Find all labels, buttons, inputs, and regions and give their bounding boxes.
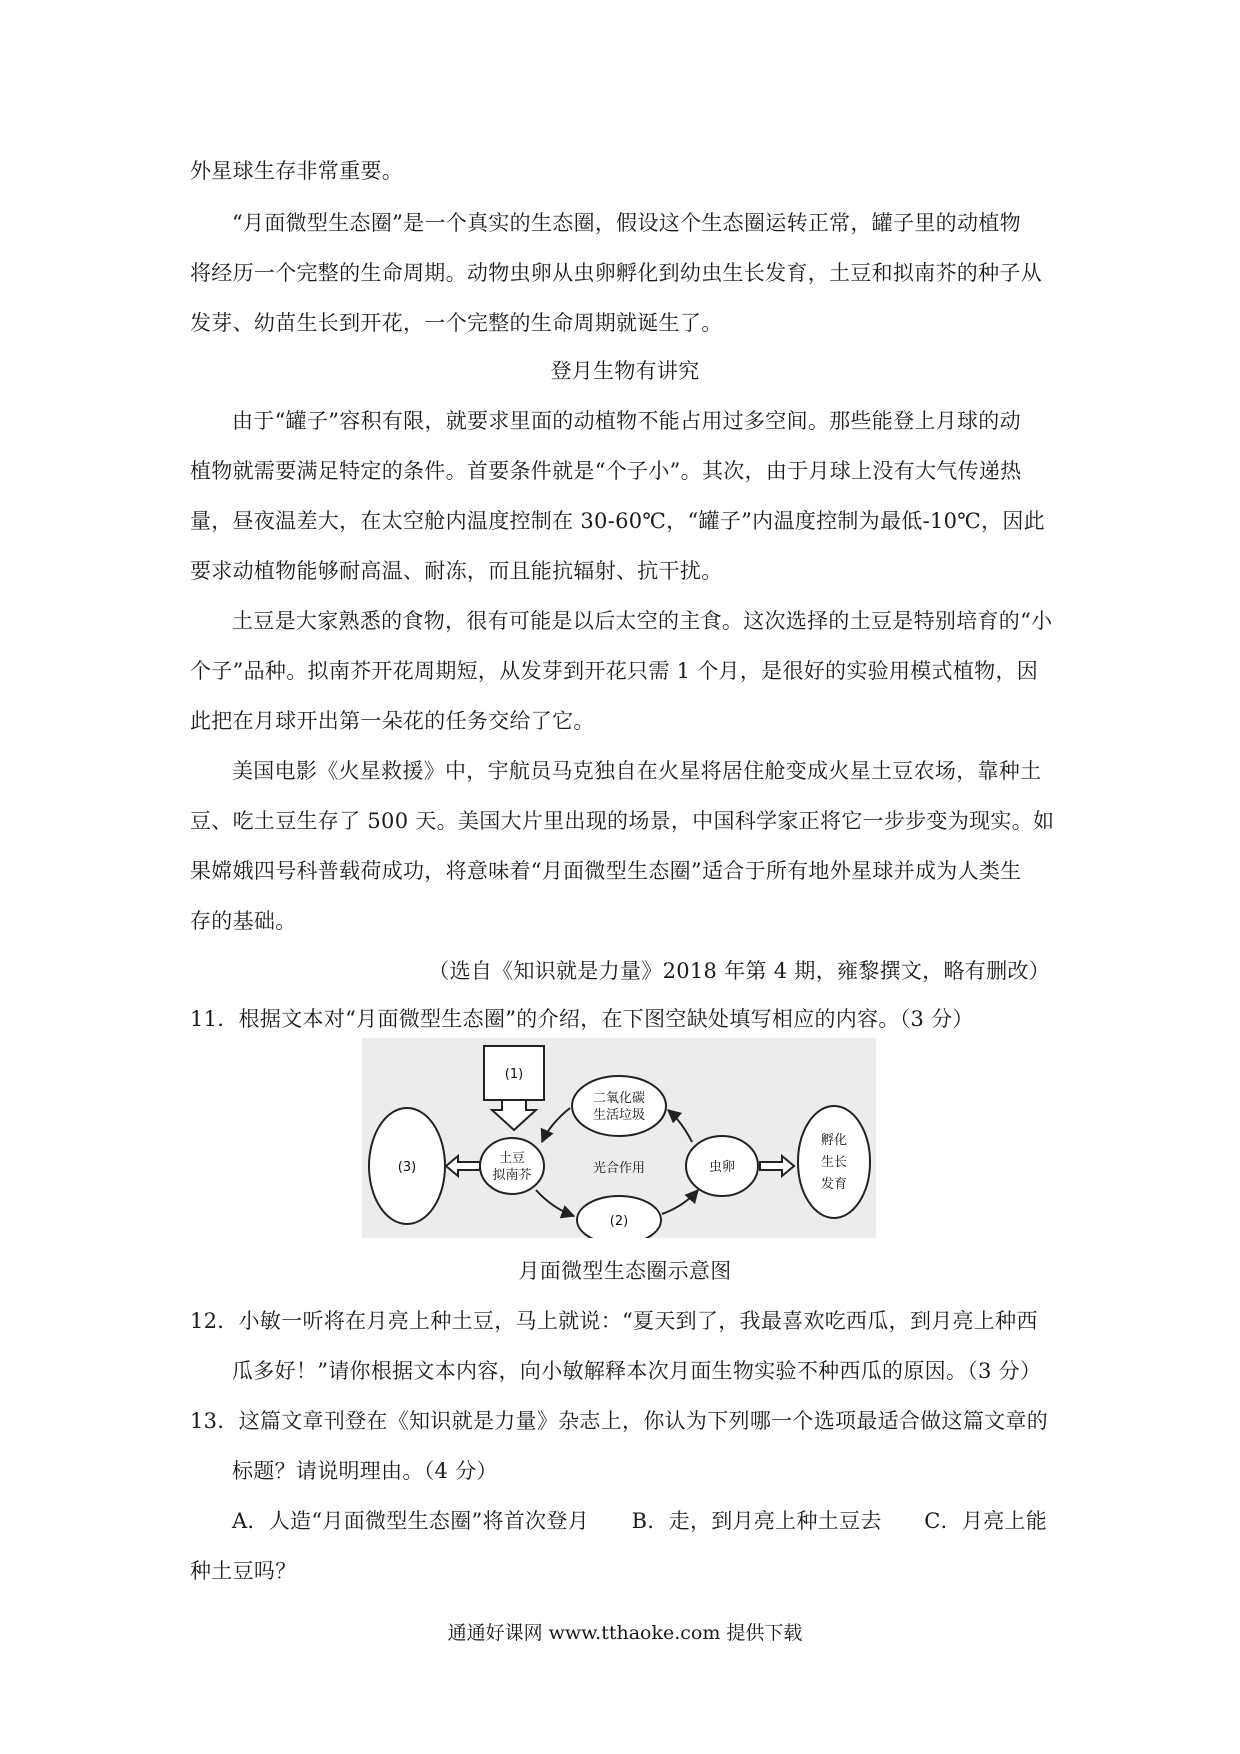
blank-2-label: (2): [609, 1214, 629, 1229]
eggs-label: 虫卵: [708, 1160, 736, 1175]
arrow-to-3: [446, 1156, 480, 1176]
waste-label: 生活垃圾: [592, 1108, 646, 1123]
paragraph-line: 果嫦娥四号科普载荷成功，将意味着“月面微型生态圈”适合于所有地外星球并成为人类生: [190, 859, 1022, 883]
blank-3-label: (3): [397, 1160, 417, 1175]
paragraph-line: 土豆是大家熟悉的食物，很有可能是以后太空的主食。这次选择的土豆是特别培育的“小: [232, 609, 1053, 633]
eggs-circle: [686, 1136, 758, 1196]
arrow-co2-to-plants: [542, 1108, 570, 1142]
blank-3-ellipse: [369, 1108, 445, 1224]
paragraph-line: 存的基础。: [190, 909, 297, 933]
paragraph-line: 外星球生存非常重要。: [190, 159, 403, 183]
arrow-2-to-eggs: [662, 1190, 698, 1214]
arrow-plants-to-2: [536, 1190, 574, 1216]
question-12-line: 瓜多好！”请你根据文本内容，向小敏解释本次月面生物实验不种西瓜的原因。（3 分）: [232, 1359, 1042, 1383]
paragraph-line: 个子”品种。拟南芥开花周期短，从发芽到开花只需 1 个月，是很好的实验用模式植物，因: [190, 659, 1039, 683]
paragraph-line: 要求动植物能够耐高温、耐冻，而且能抗辐射、抗干扰。: [190, 559, 723, 583]
question-13-line: 13．这篇文章刊登在《知识就是力量》杂志上，你认为下列哪一个选项最适合做这篇文章的: [190, 1409, 1049, 1433]
source-citation: （选自《知识就是力量》2018 年第 4 期，雍黎撰文，略有删改）: [428, 959, 1050, 983]
paragraph-line: 豆、吃土豆生存了 500 天。美国大片里出现的场景，中国科学家正将它一步步变为现实。如: [190, 809, 1055, 833]
plants-circle: [480, 1138, 544, 1194]
photosynthesis-label: 光合作用: [592, 1161, 646, 1176]
question-12-line: 12．小敏一听将在月亮上种土豆，马上就说：“夏天到了，我最喜欢吃西瓜，到月亮上种西: [190, 1309, 1038, 1333]
blank-2-ellipse: [577, 1196, 661, 1238]
footer-credit: 通通好课网 www.tthaoke.com 提供下载: [447, 1622, 803, 1644]
question-11: 11．根据文本对“月面微型生态圈”的介绍，在下图空缺处填写相应的内容。（3 分）: [190, 1007, 974, 1031]
stage-label-2: 生长: [820, 1155, 848, 1170]
plants-label-1: 土豆: [498, 1151, 526, 1166]
question-13-options: 种土豆吗？: [190, 1559, 297, 1583]
paragraph-line: 由于“罐子”容积有限，就要求里面的动植物不能占用过多空间。那些能登上月球的动: [232, 409, 1021, 433]
question-13-line: 标题？请说明理由。（4 分）: [232, 1459, 498, 1483]
blank-1-box: [484, 1046, 544, 1130]
ecosystem-diagram-svg: [362, 1038, 876, 1238]
paragraph-line: 量，昼夜温差大，在太空舱内温度控制在 30-60℃，“罐子”内温度控制为最低-10℃，因此: [190, 509, 1045, 533]
paragraph-line: 此把在月球开出第一朵花的任务交给了它。: [190, 709, 595, 733]
stage-label-3: 发育: [820, 1177, 848, 1192]
plants-label-2: 拟南芥: [492, 1168, 532, 1183]
co2-waste-ellipse: [572, 1076, 666, 1136]
paragraph-line: 植物就需要满足特定的条件。首要条件就是“个子小”。其次，由于月球上没有大气传递热: [190, 459, 1022, 483]
stage-label-1: 孵化: [820, 1133, 848, 1148]
paragraph-line: 将经历一个完整的生命周期。动物虫卵从虫卵孵化到幼虫生长发育，土豆和拟南芥的种子从: [190, 261, 1042, 285]
paragraph-line: “月面微型生态圈”是一个真实的生态圈，假设这个生态圈运转正常，罐子里的动植物: [232, 211, 1021, 235]
arrow-eggs-to-co2: [668, 1110, 692, 1142]
paragraph-line: 发芽、幼苗生长到开花，一个完整的生命周期就诞生了。: [190, 311, 723, 335]
section-title: 登月生物有讲究: [550, 359, 700, 383]
blank-1-label: (1): [504, 1067, 524, 1082]
ecosystem-diagram: [362, 1038, 876, 1238]
co2-label: 二氧化碳: [592, 1091, 646, 1106]
figure-caption: 月面微型生态圈示意图: [518, 1259, 732, 1283]
growth-stage-ellipse: [798, 1106, 870, 1218]
paragraph-line: 美国电影《火星救援》中，宇航员马克独自在火星将居住舱变成火星土豆农场，靠种土: [232, 759, 1042, 783]
question-13-options: A．人造“月面微型生态圈”将首次登月 B．走，到月亮上种土豆去 C．月亮上能: [232, 1509, 1048, 1533]
arrow-to-stage: [760, 1156, 794, 1176]
